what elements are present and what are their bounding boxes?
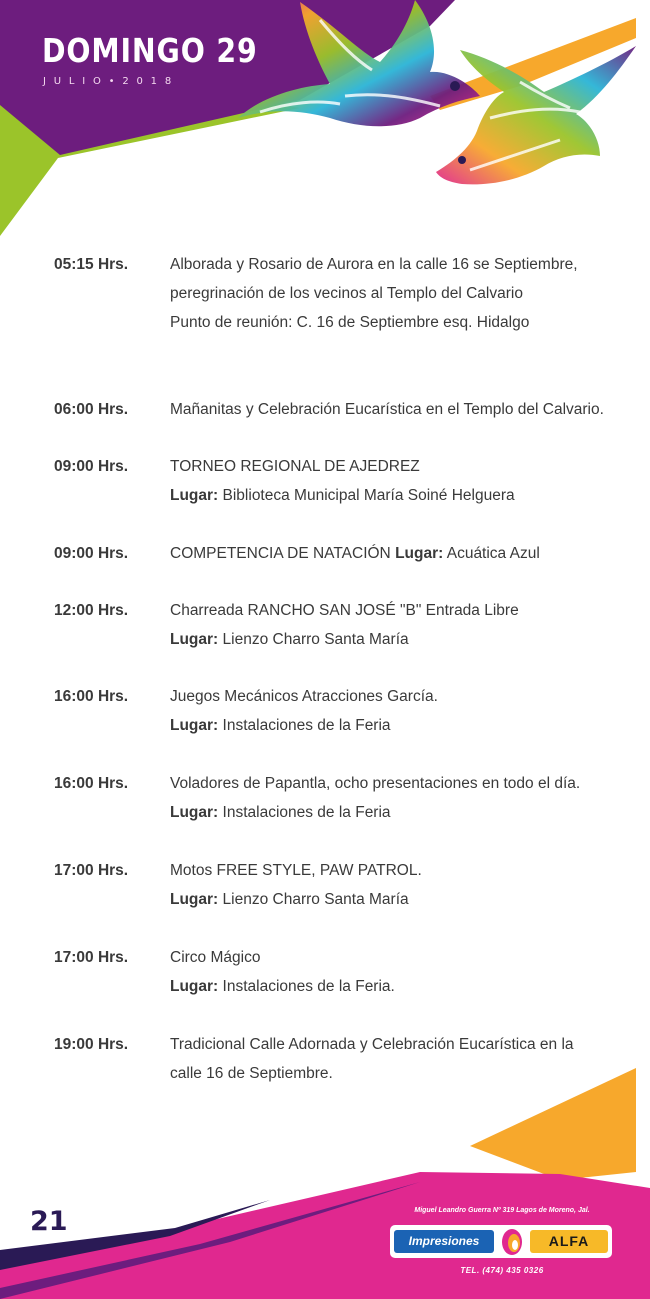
event-description-line xyxy=(170,856,634,885)
event-time: 06:00 Hrs. xyxy=(54,401,129,418)
event-description-line xyxy=(170,481,634,510)
event-description xyxy=(170,943,634,1001)
schedule-event xyxy=(54,943,634,1001)
event-description-line xyxy=(170,769,634,798)
event-text: TORNEO REGIONAL DE AJEDREZ xyxy=(170,458,420,475)
event-description-line xyxy=(170,885,634,914)
event-text: Voladores de Papantla, ocho presentaciones en todo el día. xyxy=(170,775,581,792)
event-description xyxy=(170,250,634,337)
event-description-line xyxy=(170,596,634,625)
event-description xyxy=(170,682,634,740)
schedule-event xyxy=(54,769,634,827)
event-description xyxy=(170,596,634,654)
event-text: Instalaciones de la Feria xyxy=(218,717,391,734)
schedule-event xyxy=(54,539,634,568)
event-text: Instalaciones de la Feria xyxy=(218,804,391,821)
event-description-line xyxy=(170,972,634,1001)
event-text: Circo Mágico xyxy=(170,949,261,966)
schedule-event xyxy=(54,395,634,424)
event-description-line xyxy=(170,682,634,711)
event-description-line xyxy=(170,452,634,481)
logo-text-alfa: ALFA xyxy=(548,1233,590,1249)
sponsor-phone: TEL. (474) 435 0326 xyxy=(460,1266,544,1275)
event-text: Instalaciones de la Feria. xyxy=(218,978,395,995)
event-time: 12:00 Hrs. xyxy=(54,602,129,619)
event-description-line xyxy=(170,798,634,827)
location-label: Lugar: xyxy=(170,717,219,734)
page-number: 21 xyxy=(30,1206,68,1237)
location-label: Lugar: xyxy=(170,631,219,648)
event-description-line xyxy=(170,250,634,279)
event-text: Juegos Mecánicos Atracciones García. xyxy=(170,688,438,705)
event-description-line xyxy=(170,395,634,424)
event-time: 17:00 Hrs. xyxy=(54,862,129,879)
event-text: Lienzo Charro Santa María xyxy=(218,891,409,908)
event-text: Biblioteca Municipal María Soiné Helguera xyxy=(218,487,515,504)
event-description-line xyxy=(170,539,634,568)
event-text: Acuática Azul xyxy=(443,545,540,562)
location-label: Lugar: xyxy=(170,978,219,995)
event-text: Tradicional Calle Adornada y Celebración Eucarística en la xyxy=(170,1036,574,1053)
event-time: 05:15 Hrs. xyxy=(54,256,129,273)
event-description xyxy=(170,452,634,510)
event-time: 16:00 Hrs. xyxy=(54,688,129,705)
event-text: COMPETENCIA DE NATACIÓN xyxy=(170,545,396,562)
location-label: Lugar: xyxy=(170,487,219,504)
footer-banner xyxy=(0,1060,650,1299)
event-description xyxy=(170,539,634,568)
event-text: Motos FREE STYLE, PAW PATROL. xyxy=(170,862,422,879)
schedule-event xyxy=(54,250,634,337)
event-description-line xyxy=(170,279,634,308)
event-text: Lienzo Charro Santa María xyxy=(218,631,409,648)
event-description-line xyxy=(170,943,634,972)
schedule-event xyxy=(54,856,634,914)
location-label: Lugar: xyxy=(170,804,219,821)
event-schedule xyxy=(54,250,634,1088)
event-text: Charreada RANCHO SAN JOSÉ "B" Entrada Libre xyxy=(170,602,519,619)
event-time: 17:00 Hrs. xyxy=(54,949,129,966)
page-title: DOMINGO 29 xyxy=(42,31,258,70)
schedule-event xyxy=(54,596,634,654)
event-description-line xyxy=(170,625,634,654)
event-text: peregrinación de los vecinos al Templo del Calvario xyxy=(170,285,523,302)
location-label: Lugar: xyxy=(170,891,219,908)
event-text: Alborada y Rosario de Aurora en la calle 16 se Septiembre, xyxy=(170,256,578,273)
event-description xyxy=(170,856,634,914)
logo-text-impresiones: Impresiones xyxy=(408,1234,480,1248)
event-time: 09:00 Hrs. xyxy=(54,545,129,562)
location-label: Lugar: xyxy=(395,545,444,562)
event-text: Mañanitas y Celebración Eucarística en el Templo del Calvario. xyxy=(170,401,604,418)
event-description-line xyxy=(170,308,634,337)
sponsor-address: Miguel Leandro Guerra Nº 319 Lagos de Moreno, Jal. xyxy=(414,1207,590,1214)
page-subtitle-date: JULIO•2018 xyxy=(43,76,180,87)
event-time: 16:00 Hrs. xyxy=(54,775,129,792)
schedule-event xyxy=(54,682,634,740)
event-description-line xyxy=(170,711,634,740)
event-time: 09:00 Hrs. xyxy=(54,458,129,475)
event-text: Punto de reunión: C. 16 de Septiembre esq. Hidalgo xyxy=(170,314,530,331)
event-text: calle 16 de Septiembre. xyxy=(170,1065,333,1082)
sponsor-logo xyxy=(390,1225,612,1258)
event-description xyxy=(170,769,634,827)
event-description xyxy=(170,395,634,424)
event-time: 19:00 Hrs. xyxy=(54,1036,129,1053)
event-description-line xyxy=(170,1030,634,1059)
orange-stripe xyxy=(470,1068,636,1180)
schedule-event xyxy=(54,452,634,510)
flame-icon xyxy=(494,1225,530,1258)
